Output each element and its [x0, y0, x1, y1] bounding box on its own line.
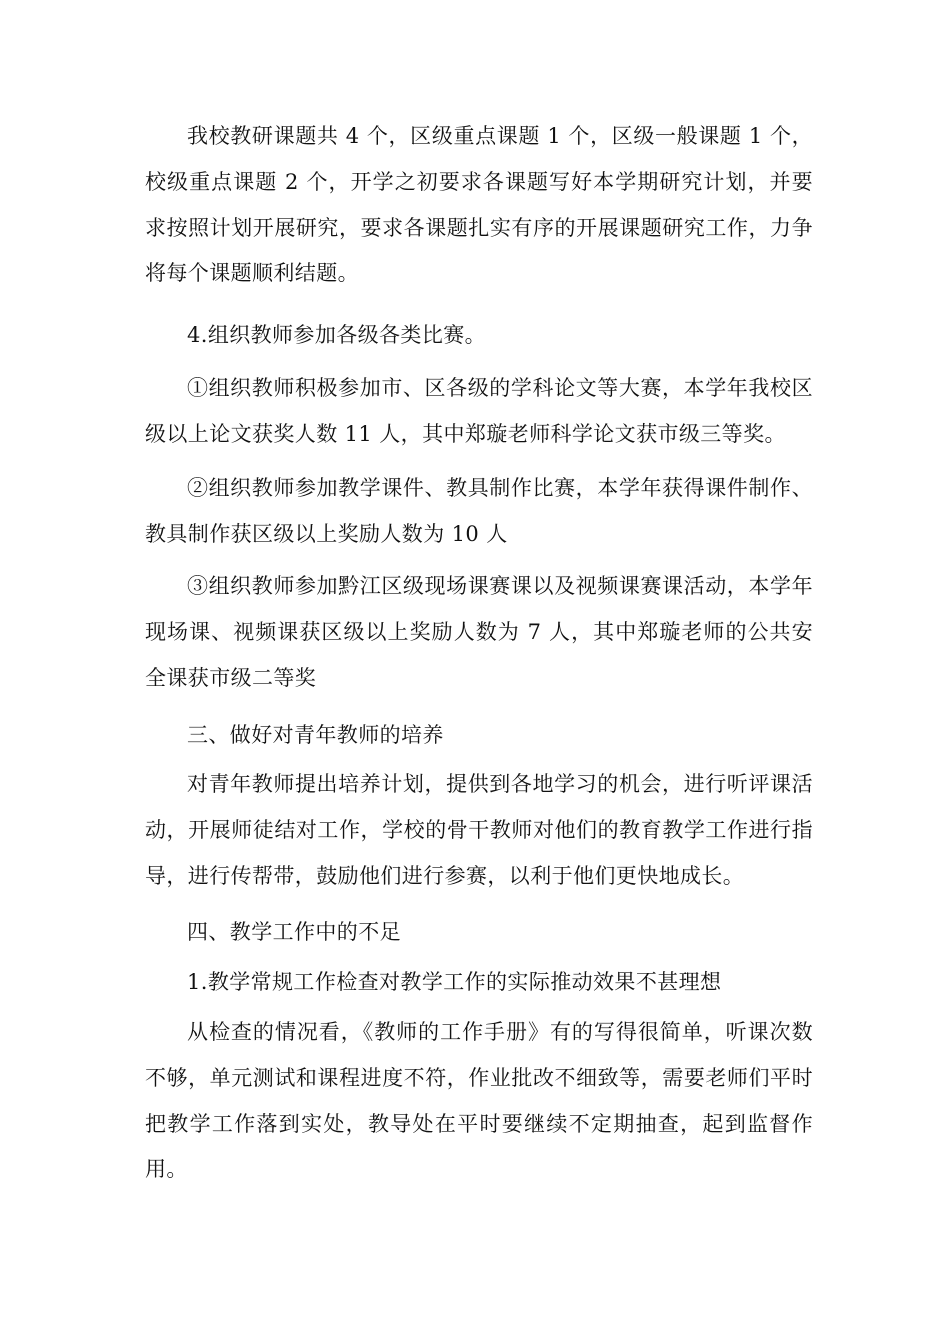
heading-routine-check: 1.教学常规工作检查对教学工作的实际推动效果不甚理想	[187, 970, 722, 994]
heading-shortcomings: 四、教学工作中的不足	[187, 920, 401, 944]
paragraph-courseware-awards: ②组织教师参加教学课件、教具制作比赛，本学年获得课件制作、教具制作获区级以上奖励人数为 10 人	[145, 476, 813, 546]
paragraph-research-topics: 我校教研课题共 4 个，区级重点课题 1 个，区级一般课题 1 个，校级重点课题 2 个，开学之初要求各课题写好本学期研究计划，并要求按照计划开展研究，要求各课题扎实有序的开展课题研究工作，力争将每个课题顺利结题。	[145, 124, 813, 286]
paragraph-young-teachers: 对青年教师提出培养计划，提供到各地学习的机会，进行听评课活动，开展师徒结对工作，学校的骨干教师对他们的教育教学工作进行指导，进行传帮带，鼓励他们进行参赛，以利于他们更快地成长。	[145, 772, 813, 888]
paragraph-routine-check: 从检查的情况看，《教师的工作手册》有的写得很简单，听课次数不够，单元测试和课程进度不符，作业批改不细致等，需要老师们平时把教学工作落到实处，教导处在平时要继续不定期抽查，起到监督作用。	[145, 1020, 813, 1182]
heading-young-teachers: 三、做好对青年教师的培养	[187, 723, 444, 747]
paragraph-lesson-awards: ③组织教师参加黔江区级现场课赛课以及视频课赛课活动，本学年现场课、视频课获区级以上奖励人数为 7 人，其中郑璇老师的公共安全课获市级二等奖	[145, 574, 813, 690]
paragraph-paper-awards: ①组织教师积极参加市、区各级的学科论文等大赛，本学年我校区级以上论文获奖人数 11 人，其中郑璇老师科学论文获市级三等奖。	[145, 376, 813, 446]
heading-competitions: 4.组织教师参加各级各类比赛。	[187, 323, 487, 347]
